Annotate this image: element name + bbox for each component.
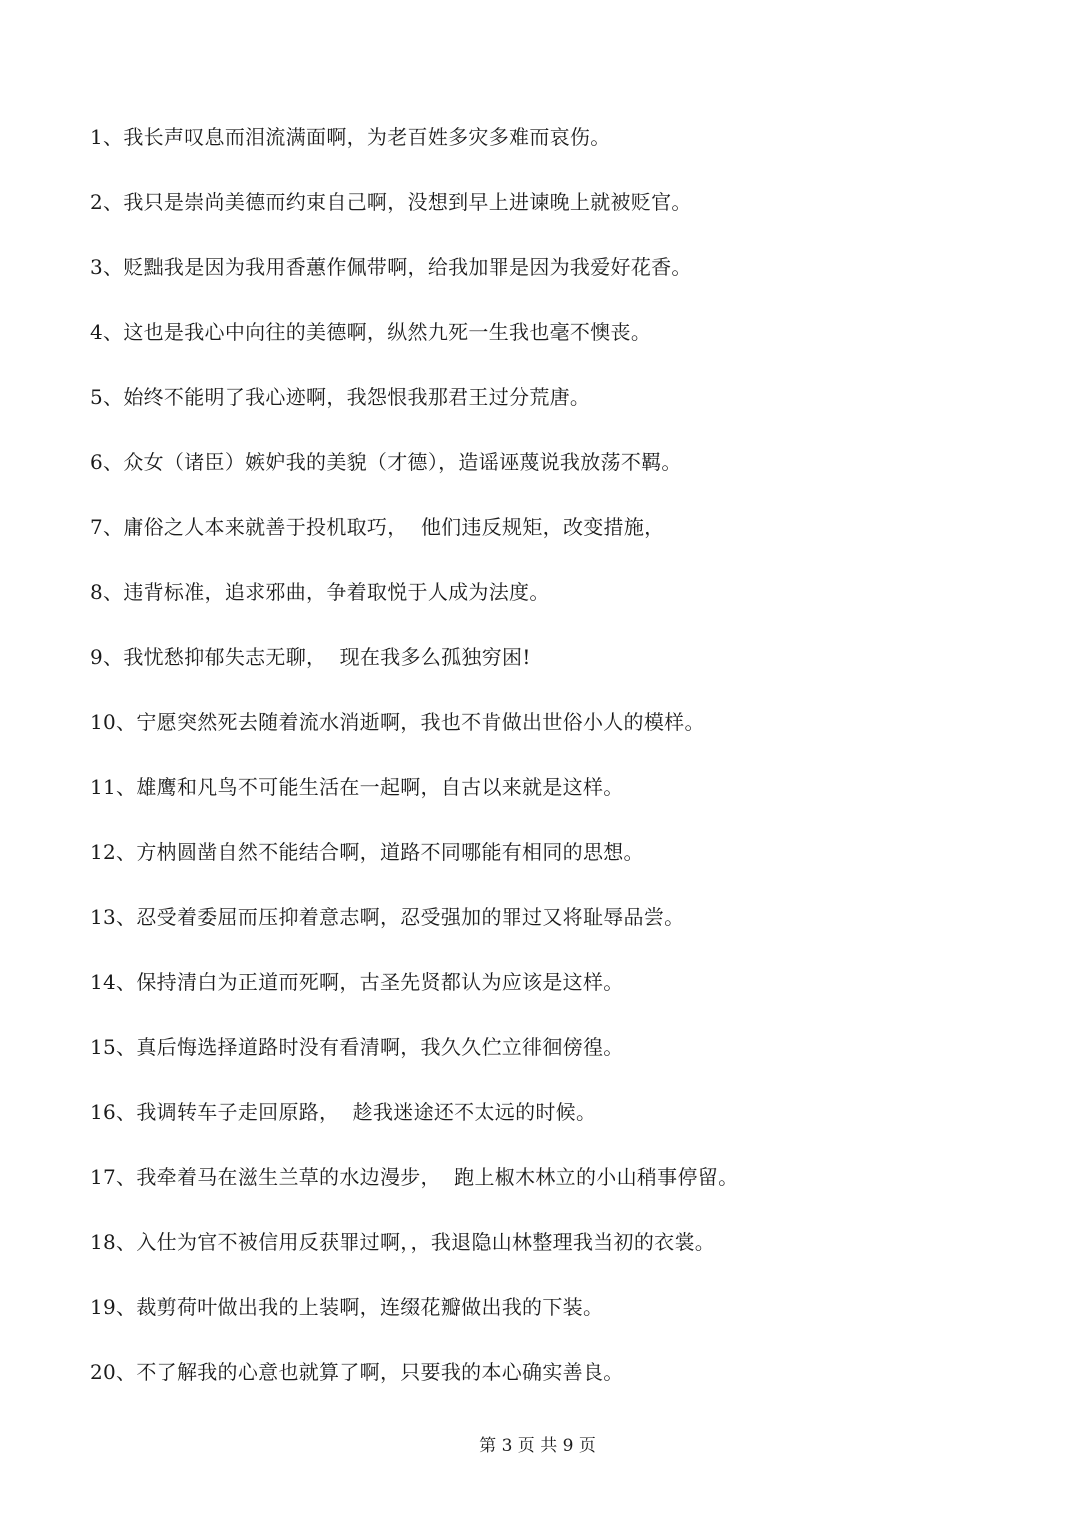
page-number-footer: 第 3 页 共 9 页 (479, 1436, 596, 1456)
paragraph-line-8: 8、违背标准，追求邪曲，争着取悦于人成为法度。 (90, 580, 550, 604)
paragraph-line-5: 5、始终不能明了我心迹啊，我怨恨我那君王过分荒唐。 (90, 385, 591, 409)
paragraph-line-2: 2、我只是崇尚美德而约束自己啊，没想到早上进谏晚上就被贬官。 (90, 190, 692, 214)
paragraph-line-3: 3、贬黜我是因为我用香蕙作佩带啊，给我加罪是因为我爱好花香。 (90, 255, 692, 279)
paragraph-line-20: 20、不了解我的心意也就算了啊，只要我的本心确实善良。 (90, 1360, 624, 1384)
paragraph-line-4: 4、这也是我心中向往的美德啊，纵然九死一生我也毫不懊丧。 (90, 320, 652, 344)
paragraph-line-12: 12、方枘圆凿自然不能结合啊，道路不同哪能有相同的思想。 (90, 840, 644, 864)
paragraph-line-11: 11、雄鹰和凡鸟不可能生活在一起啊，自古以来就是这样。 (90, 775, 624, 799)
paragraph-line-9: 9、我忧愁抑郁失志无聊， 现在我多么孤独穷困! (90, 645, 531, 669)
paragraph-line-18: 18、入仕为官不被信用反获罪过啊，，我退隐山林整理我当初的衣裳。 (90, 1230, 716, 1254)
paragraph-list (90, 118, 1010, 1418)
paragraph-line-1: 1、我长声叹息而泪流满面啊，为老百姓多灾多难而哀伤。 (90, 125, 611, 149)
paragraph-line-14: 14、保持清白为正道而死啊，古圣先贤都认为应该是这样。 (90, 970, 624, 994)
paragraph-line-6: 6、众女（诸臣）嫉妒我的美貌（才德），造谣诬蔑说我放荡不羁。 (90, 450, 682, 474)
paragraph-line-13: 13、忍受着委屈而压抑着意志啊，忍受强加的罪过又将耻辱品尝。 (90, 905, 685, 929)
paragraph-line-15: 15、真后悔选择道路时没有看清啊，我久久伫立徘徊傍徨。 (90, 1035, 624, 1059)
paragraph-line-7: 7、庸俗之人本来就善于投机取巧， 他们违反规矩，改变措施， (90, 515, 665, 539)
paragraph-line-19: 19、裁剪荷叶做出我的上装啊，连缀花瓣做出我的下装。 (90, 1295, 604, 1319)
paragraph-line-17: 17、我牵着马在滋生兰草的水边漫步， 跑上椒木林立的小山稍事停留。 (90, 1165, 739, 1189)
paragraph-line-10: 10、宁愿突然死去随着流水消逝啊，我也不肯做出世俗小人的模样。 (90, 710, 705, 734)
paragraph-line-16: 16、我调转车子走回原路， 趁我迷途还不太远的时候。 (90, 1100, 597, 1124)
